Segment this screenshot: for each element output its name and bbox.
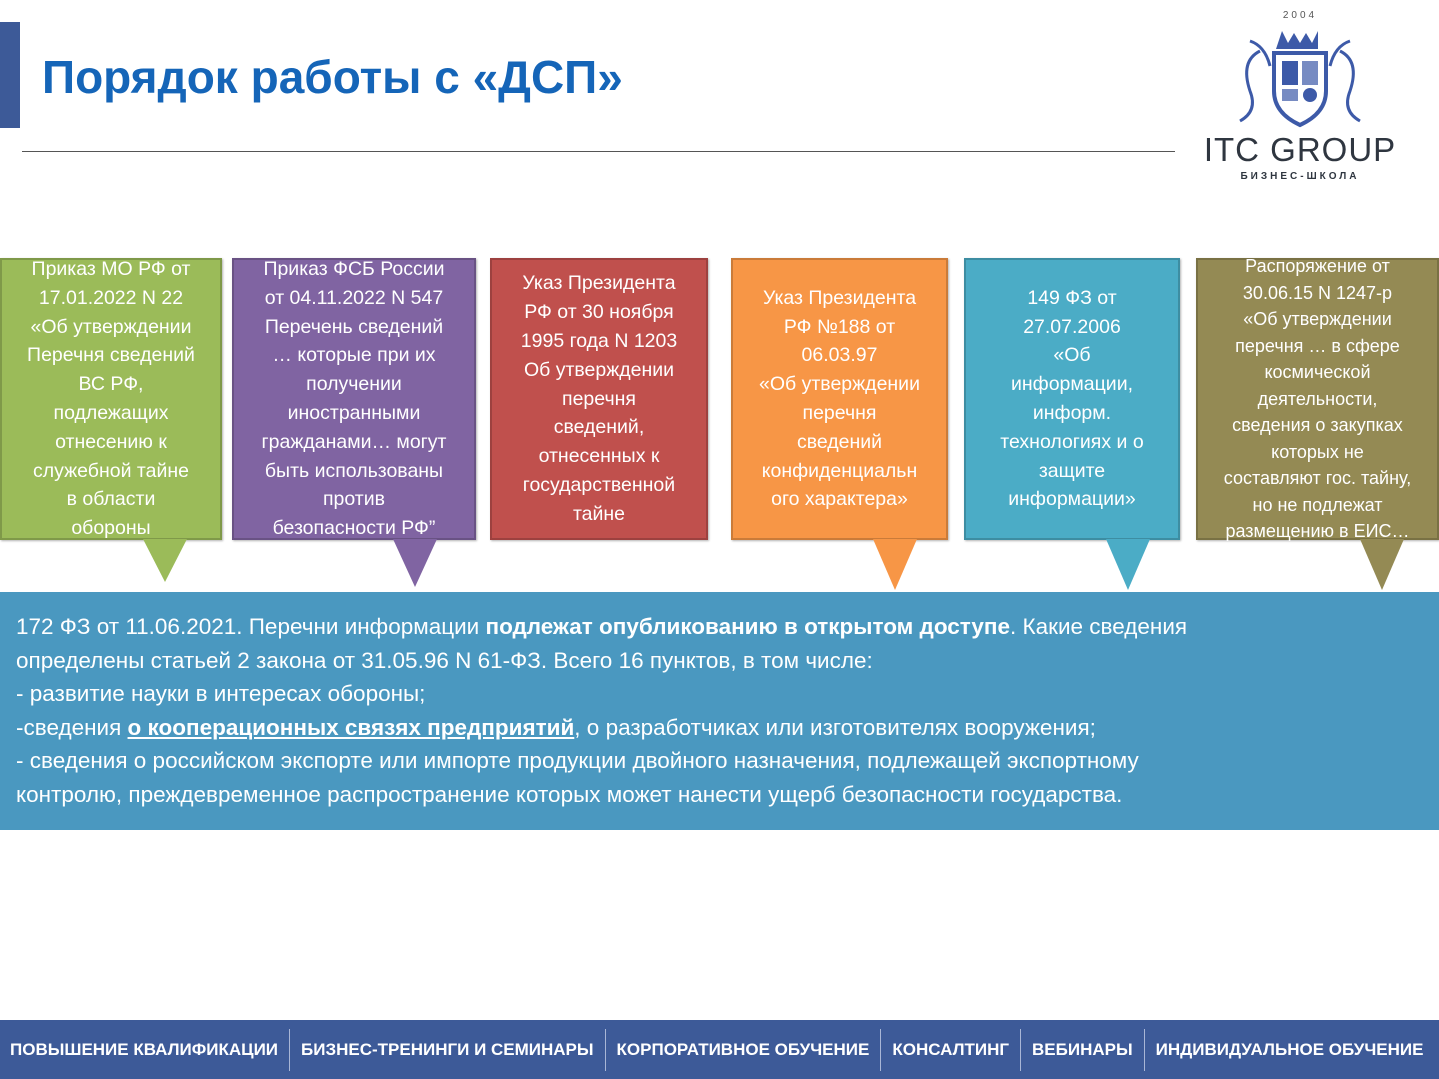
regulation-card xyxy=(731,258,948,540)
callout-pointer xyxy=(873,539,917,590)
callout-pointer xyxy=(143,539,187,582)
regulation-card xyxy=(490,258,708,540)
info-banner xyxy=(0,592,1439,830)
banner-text: . Какие сведения xyxy=(1010,614,1188,639)
banner-underlined-emphasis: о кооперационных связях предприятий xyxy=(127,714,575,740)
footer-link-trainings[interactable]: БИЗНЕС-ТРЕНИНГИ И СЕМИНАРЫ xyxy=(289,1029,605,1071)
logo-subtitle: БИЗНЕС-ШКОЛА xyxy=(1240,171,1360,182)
logo-year: 2004 xyxy=(1282,10,1318,21)
footer-link-qualification[interactable]: ПОВЫШЕНИЕ КВАЛИФИКАЦИИ xyxy=(10,1039,279,1059)
card-text: 149 ФЗ от 27.07.2006 «Об информации, информ. технологиях и о защите информации» xyxy=(1000,286,1144,511)
title-divider xyxy=(22,151,1175,152)
coat-of-arms-icon xyxy=(1230,21,1370,129)
callout-pointer xyxy=(1360,539,1404,590)
footer-link-consulting[interactable]: КОНСАЛТИНГ xyxy=(880,1029,1020,1071)
itc-group-logo xyxy=(1200,10,1400,190)
banner-text: , о разработчиках или изготовителях вооружения; xyxy=(574,714,1096,740)
regulation-card xyxy=(1196,258,1439,540)
logo-name: ITC GROUP xyxy=(1203,131,1397,168)
callout-pointer xyxy=(1106,539,1150,590)
card-text: Приказ ФСБ России от 04.11.2022 N 547 Перечень сведений … которые при их получении иностранными гражданами… могут быть использованы против безопасности РФ” xyxy=(261,258,447,540)
banner-bullet: - сведения о российском экспорте или импорте продукции двойного назначения, подлежащей экспортному xyxy=(16,748,1139,774)
callout-pointer xyxy=(393,539,437,587)
title-accent-bar xyxy=(0,22,20,128)
banner-bullet: - развитие науки в интересах обороны; xyxy=(16,681,426,707)
page-title: Порядок работы с «ДСП» xyxy=(42,51,623,103)
footer-link-webinars[interactable]: ВЕБИНАРЫ xyxy=(1020,1029,1144,1071)
banner-text: определены статьей 2 закона от 31.05.96 N 61-ФЗ. Всего 16 пунктов, в том числе: xyxy=(16,647,873,673)
regulation-card xyxy=(232,258,476,540)
footer-nav xyxy=(0,1020,1439,1079)
card-text: Указ Президента РФ от 30 ноября 1995 года N 1203 Об утверждении перечня сведений, отнесенных к государственной тайне xyxy=(520,272,678,525)
regulation-card xyxy=(0,258,222,540)
card-text: Указ Президента РФ №188 от 06.03.97 «Об утверждении перечня сведений конфиденциальн ого характера» xyxy=(759,286,920,511)
banner-text: контролю, преждевременное распространение которых может нанести ущерб безопасности государства. xyxy=(16,781,1123,807)
card-text: Приказ МО РФ от 17.01.2022 N 22 «Об утверждении Перечня сведений ВС РФ, подлежащих отнесению к служебной тайне в области обороны xyxy=(27,258,195,540)
banner-emphasis: подлежат опубликованию в открытом доступе xyxy=(485,614,1010,639)
card-text: Распоряжение от 30.06.15 N 1247-р «Об утверждении перечня … в сфере космической деятельности, сведения о закупках которых не составляют гос. тайну, но не подлежат размещению в ЕИС… xyxy=(1223,256,1412,542)
banner-text: 172 ФЗ от 11.06.2021. Перечни информации xyxy=(16,614,486,639)
regulation-card xyxy=(964,258,1180,540)
footer-link-individual[interactable]: ИНДИВИДУАЛЬНОЕ ОБУЧЕНИЕ xyxy=(1144,1029,1435,1071)
footer-link-corporate[interactable]: КОРПОРАТИВНОЕ ОБУЧЕНИЕ xyxy=(605,1029,881,1071)
banner-bullet: -сведения xyxy=(16,714,128,740)
